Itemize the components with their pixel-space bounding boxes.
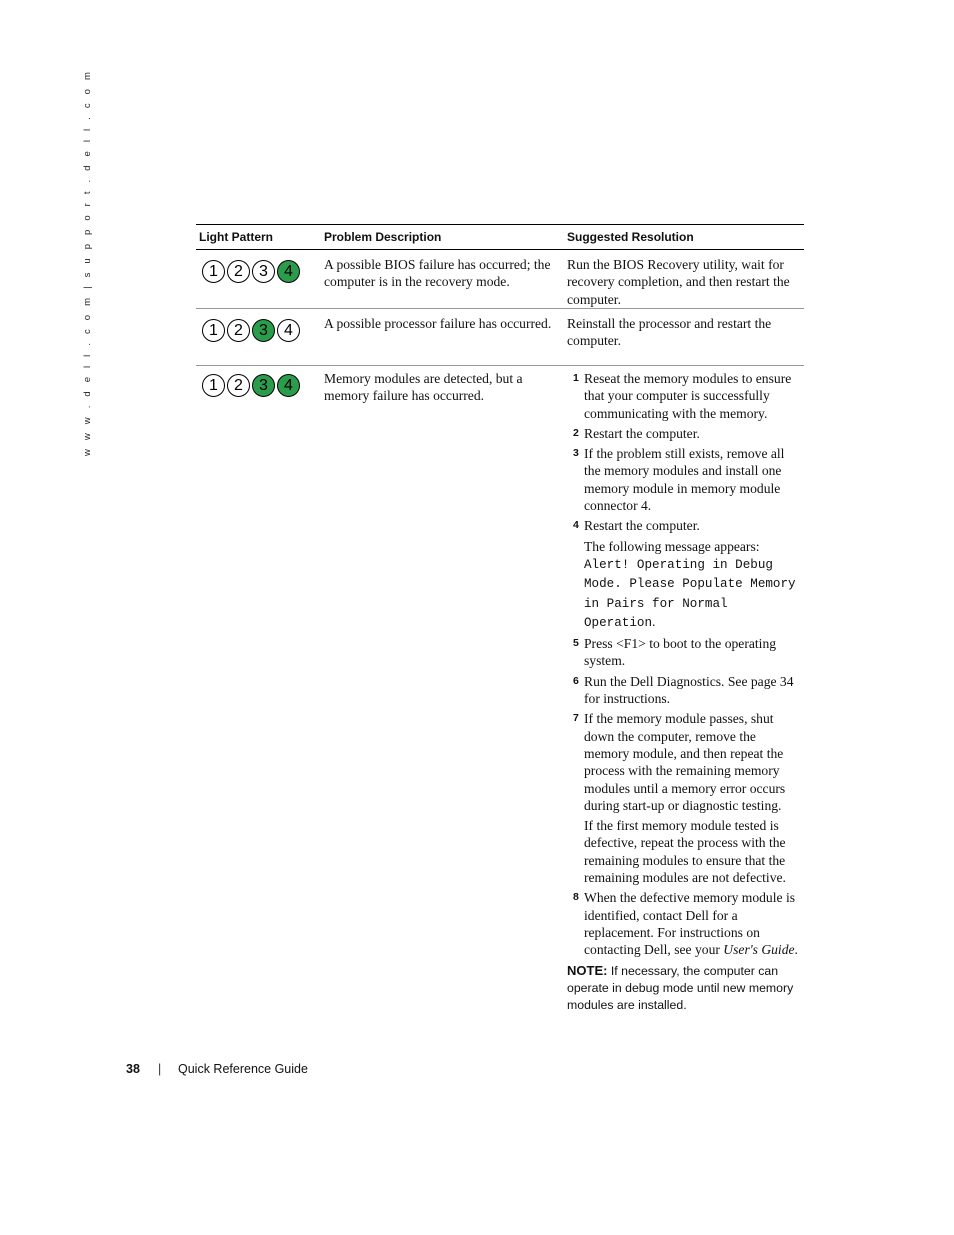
step-number: 2	[573, 426, 579, 439]
step-text: If the memory module passes, shut down the computer, remove the memory module, and then repeat the process with the remaining memory modules until a memory error occurs during start-up or diagnostic testing.	[584, 711, 786, 813]
list-item	[567, 370, 804, 422]
suggested-resolution	[564, 370, 804, 1014]
diagnostic-light-1-icon: 1	[202, 319, 225, 342]
suggested-resolution: Run the BIOS Recovery utility, wait for recovery completion, and then restart the computer.	[567, 257, 790, 307]
document-title: Quick Reference Guide	[178, 1062, 308, 1076]
light-pattern	[199, 370, 321, 397]
step-continuation: If the first memory module tested is defective, repeat the process with the remaining modules to ensure that the remaining modules are not defective.	[584, 818, 786, 886]
step-number: 5	[573, 637, 579, 650]
step-number: 7	[573, 712, 579, 725]
diagnostic-light-3-icon: 3	[252, 260, 275, 283]
diagnostic-light-3-icon: 3	[252, 374, 275, 397]
suggested-resolution: Reinstall the processor and restart the computer.	[567, 316, 772, 349]
list-item	[567, 673, 804, 708]
step-text-end: .	[794, 942, 798, 958]
step-number: 1	[573, 372, 579, 384]
table-row	[196, 309, 804, 366]
list-item	[567, 517, 804, 534]
message-intro: The following message appears:	[584, 538, 760, 554]
resolution-steps	[567, 370, 804, 535]
debug-message-period: .	[652, 613, 656, 629]
step-text: Restart the computer.	[584, 425, 700, 441]
problem-description: A possible processor failure has occurred.	[324, 316, 552, 331]
diagnostic-light-2-icon: 2	[227, 319, 250, 342]
step-text: If the problem still exists, remove all the memory modules and install one memory module in memory module connector 4.	[584, 446, 785, 514]
step-text: Press <F1> to boot to the operating system.	[584, 636, 777, 669]
step-text: Run the Dell Diagnostics. See page 34 for instructions.	[584, 673, 794, 707]
problem-description: A possible BIOS failure has occurred; the computer is in the recovery mode.	[324, 257, 551, 290]
header-light-pattern: Light Pattern	[199, 230, 273, 244]
problem-description: Memory modules are detected, but a memory failure has occurred.	[324, 371, 523, 404]
step-number: 4	[573, 519, 579, 532]
table-row	[196, 250, 804, 309]
page-footer	[126, 1062, 308, 1076]
diagnostic-light-3-icon: 3	[252, 319, 275, 342]
table-header	[196, 225, 804, 250]
light-pattern-table	[196, 224, 804, 1014]
diagnostic-light-1-icon: 1	[202, 260, 225, 283]
page-number: 38	[126, 1062, 140, 1076]
diagnostic-light-4-icon: 4	[277, 319, 300, 342]
step-continuation	[567, 538, 804, 632]
note-text: If necessary, the computer can operate in debug mode until new memory modules are installed.	[567, 963, 794, 1012]
list-item	[567, 710, 804, 814]
light-pattern	[199, 256, 321, 283]
debug-message: Alert! Operating in Debug Mode. Please Populate Memory in Pairs for Normal Operation	[584, 557, 796, 630]
light-pattern	[199, 315, 321, 342]
footer-separator: |	[158, 1062, 162, 1076]
header-problem-description: Problem Description	[324, 230, 442, 244]
resolution-steps-final	[567, 889, 804, 958]
note	[567, 962, 804, 1014]
users-guide-title: User's Guide	[723, 942, 795, 958]
diagnostic-light-2-icon: 2	[227, 374, 250, 397]
diagnostic-light-4-icon: 4	[277, 374, 300, 397]
step-text: Restart the computer.	[584, 518, 700, 534]
list-item	[567, 889, 804, 958]
list-item	[567, 445, 804, 514]
diagnostic-light-1-icon: 1	[202, 374, 225, 397]
diagnostic-light-4-icon: 4	[277, 260, 300, 283]
step-text: When the defective memory module is identified, contact Dell for a replacement. For instructions on contacting Dell, see your	[584, 890, 796, 958]
note-label: NOTE:	[567, 962, 608, 978]
list-item	[567, 425, 804, 442]
list-item	[567, 635, 804, 670]
step-number: 6	[573, 674, 579, 687]
step-number: 3	[573, 447, 579, 460]
header-suggested-resolution: Suggested Resolution	[567, 230, 694, 244]
diagnostic-light-2-icon: 2	[227, 260, 250, 283]
step-number: 8	[573, 891, 579, 904]
step-text: Reseat the memory modules to ensure that your computer is successfully communicating with the memory.	[584, 371, 792, 421]
table-row	[196, 366, 804, 1014]
side-url: w w w . d e l l . c o m | s u p p o r t . d e l l . c o m	[82, 68, 93, 456]
resolution-steps-continued	[567, 635, 804, 814]
